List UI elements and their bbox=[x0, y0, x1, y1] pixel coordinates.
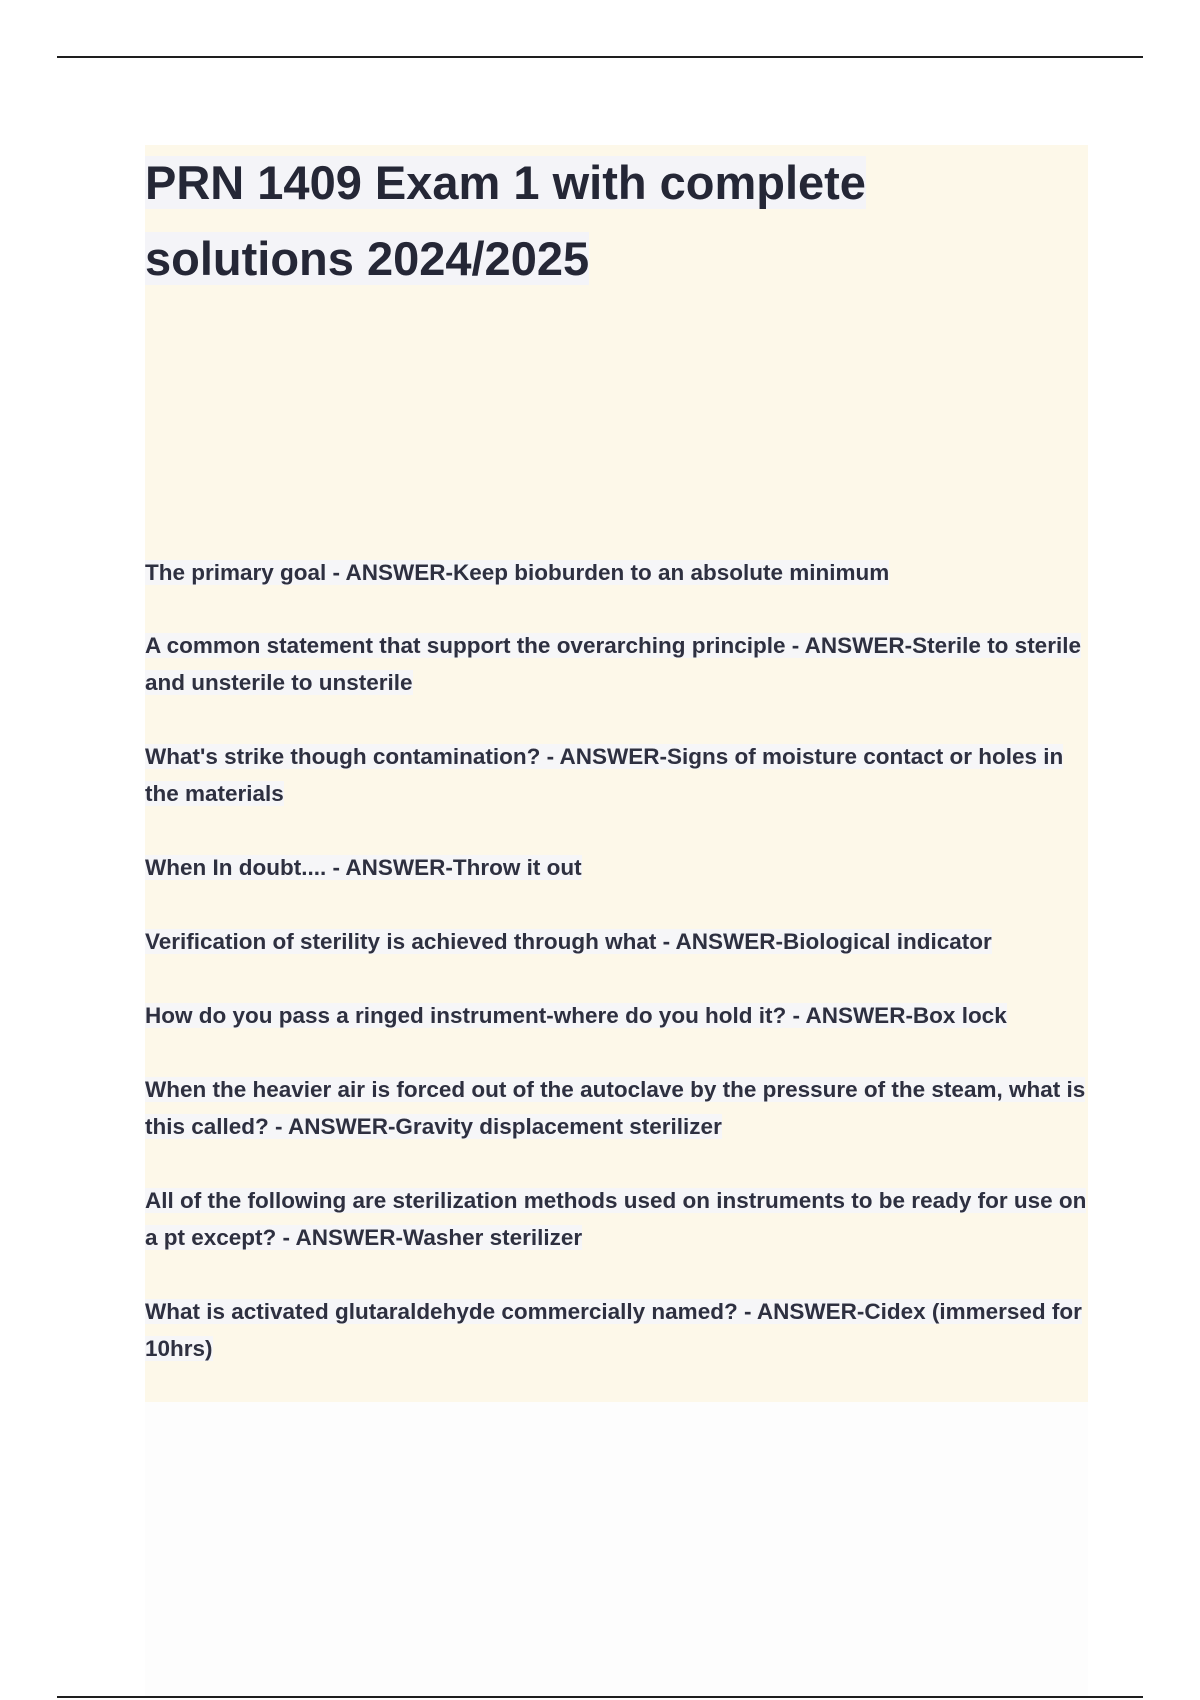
page-lower-area bbox=[145, 1402, 1088, 1698]
qa-item-4: When In doubt.... - ANSWER-Throw it out bbox=[145, 855, 582, 880]
header-rule bbox=[57, 56, 1143, 58]
qa-item-6: How do you pass a ringed instrument-where do you hold it? - ANSWER-Box lock bbox=[145, 1003, 1007, 1028]
qa-item-7: When the heavier air is forced out of the autoclave by the pressure of the steam, what is this called? - ANSWER-Gravity displacement sterilizer bbox=[145, 1077, 1086, 1139]
footer-rule bbox=[57, 1696, 1143, 1698]
qa-item-1: The primary goal - ANSWER-Keep bioburden to an absolute minimum bbox=[145, 560, 890, 585]
document-title: PRN 1409 Exam 1 with complete solutions 2024/2025 bbox=[145, 156, 866, 285]
qa-item-3: What's strike though contamination? - ANSWER-Signs of moisture contact or holes in the materials bbox=[145, 744, 1064, 806]
qa-item-8: All of the following are sterilization methods used on instruments to be ready for use on a pt except? - ANSWER-Washer sterilizer bbox=[145, 1188, 1087, 1250]
qa-item-5: Verification of sterility is achieved through what - ANSWER-Biological indicator bbox=[145, 929, 992, 954]
qa-item-9: What is activated glutaraldehyde commercially named? - ANSWER-Cidex (immersed for 10hrs) bbox=[145, 1299, 1082, 1361]
qa-item-2: A common statement that support the overarching principle - ANSWER-Sterile to sterile and unsterile to unsterile bbox=[145, 633, 1081, 695]
